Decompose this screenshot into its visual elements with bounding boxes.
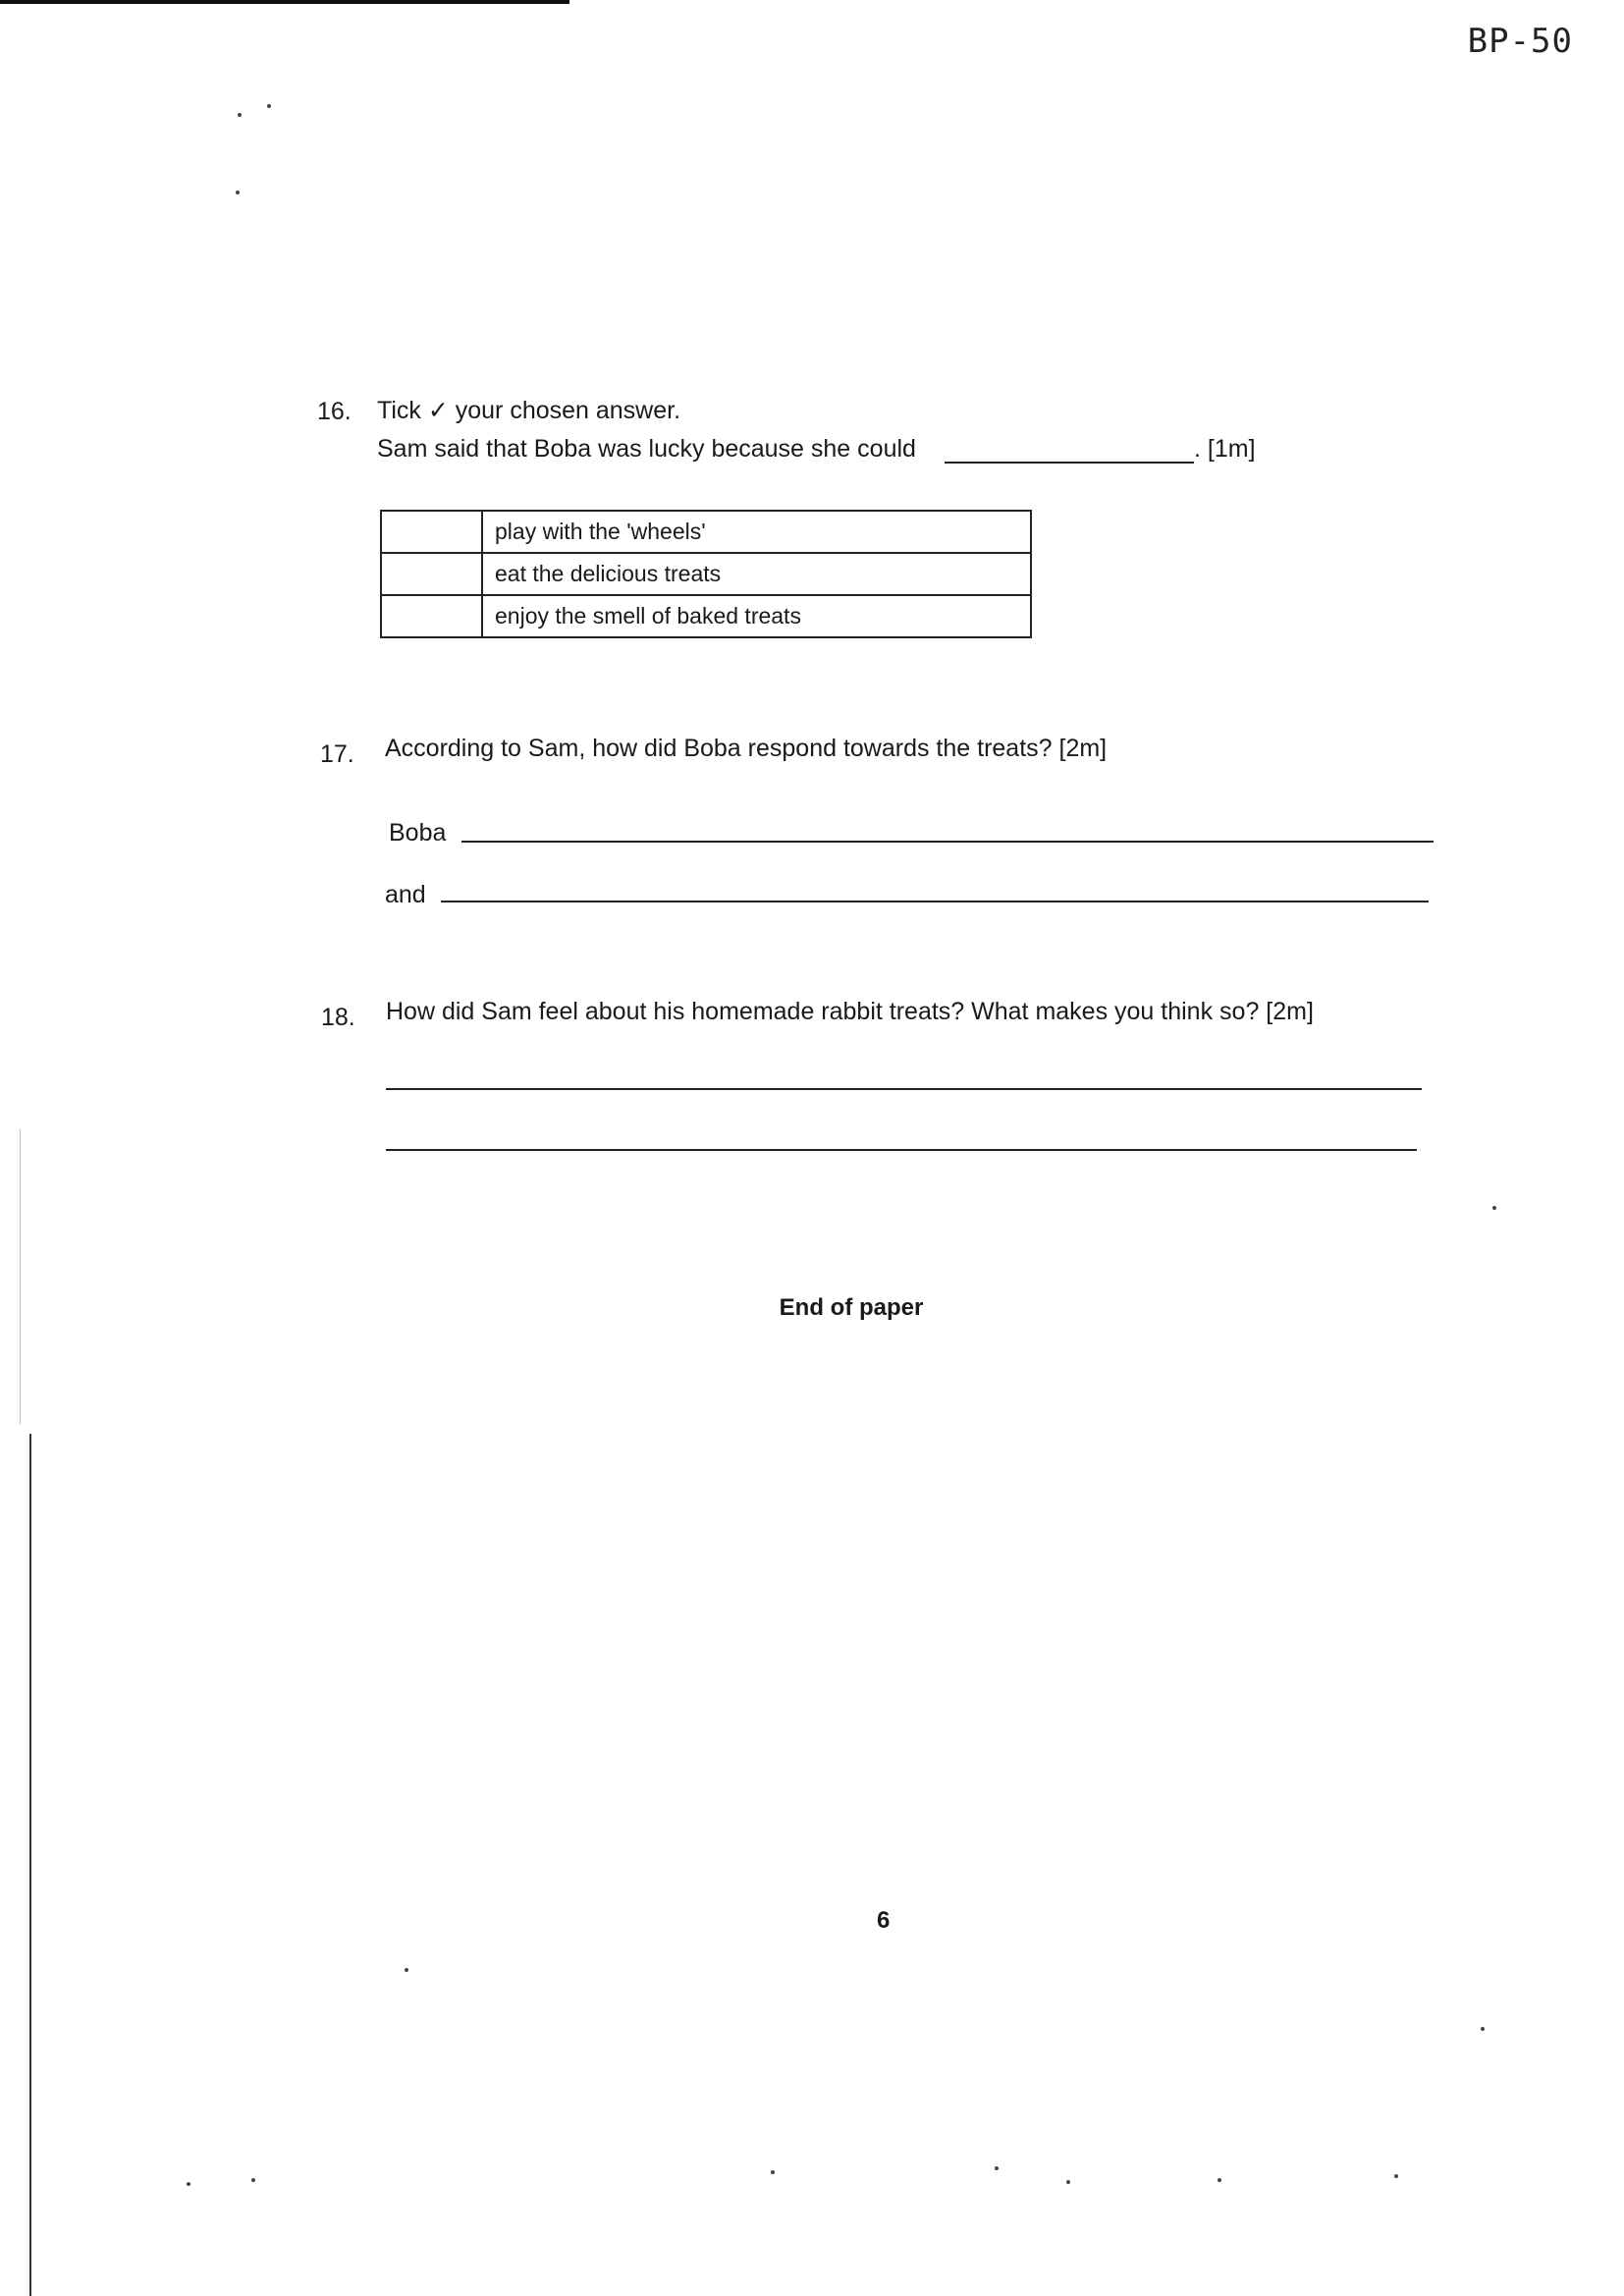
scan-speck [267, 104, 271, 108]
q16-option-3: enjoy the smell of baked treats [482, 595, 1031, 637]
left-scan-mark [20, 1129, 21, 1424]
scan-speck [238, 113, 242, 117]
scan-speck [187, 2182, 190, 2186]
q16-stem: Sam said that Boba was lucky because she could [377, 435, 916, 463]
scan-speck [1481, 2027, 1485, 2031]
q16-option-row [381, 553, 1031, 595]
q16-marks: . [1m] [1194, 435, 1256, 463]
scan-speck [405, 1968, 408, 1972]
q17-answer-line-2[interactable] [441, 901, 1429, 902]
q17-line1-label: Boba [389, 819, 447, 847]
q18-answer-line-1[interactable] [386, 1088, 1422, 1090]
q16-blank-line[interactable] [945, 462, 1194, 464]
q16-tick-box-1[interactable] [381, 511, 482, 553]
top-border-rule [0, 0, 569, 4]
end-of-paper: End of paper [779, 1294, 924, 1321]
page-number: 6 [877, 1907, 891, 1934]
scan-speck [1492, 1206, 1496, 1210]
q17-line2-label: and [385, 881, 426, 908]
scan-speck [1394, 2174, 1398, 2178]
q16-option-1: play with the 'wheels' [482, 511, 1031, 553]
scan-speck [1218, 2178, 1221, 2182]
scan-speck [771, 2170, 775, 2174]
left-border-rule [29, 1434, 31, 2296]
q16-number: 16. [317, 398, 352, 425]
q17-number: 17. [320, 740, 354, 768]
page-code: BP-50 [1467, 22, 1573, 61]
q16-tick-box-2[interactable] [381, 553, 482, 595]
q16-option-row [381, 511, 1031, 553]
q16-options-table [380, 510, 1032, 638]
q17-question: According to Sam, how did Boba respond towards the treats? [2m] [385, 735, 1108, 762]
q16-option-row [381, 595, 1031, 637]
scan-speck [236, 191, 240, 194]
q17-answer-line-1[interactable] [461, 841, 1434, 843]
scan-speck [1066, 2180, 1070, 2184]
q18-question: How did Sam feel about his homemade rabbit treats? What makes you think so? [2m] [386, 998, 1314, 1025]
q16-instruction: Tick ✓ your chosen answer. [377, 397, 681, 424]
scan-speck [251, 2178, 255, 2182]
q18-answer-line-2[interactable] [386, 1149, 1417, 1151]
q18-number: 18. [321, 1004, 355, 1031]
q16-option-2: eat the delicious treats [482, 553, 1031, 595]
q16-tick-box-3[interactable] [381, 595, 482, 637]
scan-speck [995, 2166, 999, 2170]
